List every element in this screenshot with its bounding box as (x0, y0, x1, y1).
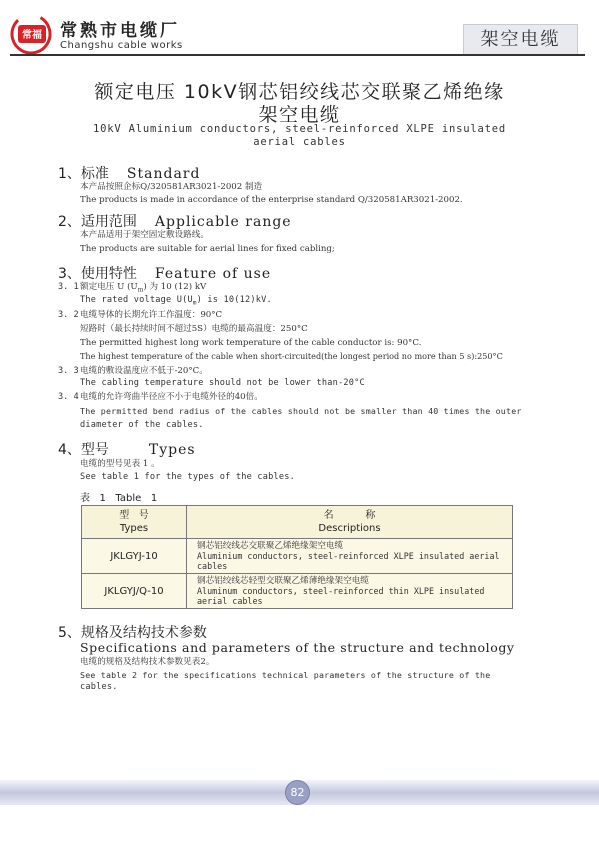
section-5-text-en-2: cables. (80, 682, 118, 692)
item-3-1-text-cn: 额定电压 U $(U_m)$ 为 10 (12) kV (80, 282, 207, 294)
item-3-4-line-1: 电缆的允许弯曲半径应不小于电缆外径的40倍。 (80, 392, 263, 402)
section-4-title-en: Types (148, 442, 196, 458)
section-1-number: 1、 (58, 166, 81, 182)
category-tab: 架空电缆 (463, 24, 578, 55)
item-3-2-line-4: The highest temperature of the cable when short-circuited(the longest period no more than 5 s):250°C (80, 351, 503, 361)
header-rule (10, 54, 585, 56)
section-1-title-cn: 标准 (80, 166, 109, 182)
section-1-text-cn: 本产品按照企标Q/320581AR3021-2002 制造 (80, 182, 263, 192)
section-3-number: 3、 (58, 266, 81, 282)
types-table (81, 505, 513, 609)
section-1-text-en: The products is made in accordance of the enterprise standard Q/320581AR3021-2002. (80, 195, 463, 205)
header-types-cn: 型 号 (119, 510, 149, 521)
section-3-title-cn: 使用特性 (80, 266, 137, 282)
section-1-heading (58, 163, 200, 183)
item-3-4-number: 3. 4 (58, 392, 79, 402)
svg-text:常福: 常福 (22, 30, 42, 41)
item-3-3-line-1: 电缆的敷设温度应不低于-20°C。 (80, 366, 208, 376)
header-descriptions (187, 506, 513, 539)
section-3-heading (58, 263, 271, 283)
table-caption: 表 1 Table 1 (80, 493, 158, 504)
section-5-title-en: Specifications and parameters of the structure and technology (80, 640, 515, 655)
header-types (82, 506, 187, 539)
section-4-text-cn: 电缆的型号见表 1 。 (80, 459, 160, 469)
description-cell: 钢芯铝绞线芯轻型交联聚乙烯薄绝缘架空电缆 Aluminum conductors, steel-reinforced thin XLPE insulated aerial cables (187, 574, 513, 609)
section-2-title-cn: 适用范围 (80, 214, 137, 230)
section-4-title-cn: 型号 (80, 442, 109, 458)
section-2-text-cn: 本产品适用于架空固定敷设路线。 (80, 230, 209, 240)
title-en-line1: 10kV Aluminium conductors, steel-reinforced XLPE insulated (92, 123, 507, 135)
section-2-number: 2、 (58, 214, 81, 230)
item-3-2-line-2: 短路时（最长持续时间不超过5S）电缆的最高温度：250°C (80, 324, 308, 334)
item-3-2-line-1: 电缆导体的长期允许工作温度：90°C (80, 310, 223, 320)
table-row (82, 539, 513, 574)
title-en-line2: aerial cables (253, 136, 346, 148)
item-3-1-number: 3. 1 (58, 282, 79, 292)
item-3-4-line-2: The permitted bend radius of the cables should not be smaller than 40 times the outer (80, 406, 522, 416)
page-number: 82 (285, 780, 310, 805)
section-5-number: 5、 (58, 625, 81, 641)
header-descriptions-en: Descriptions (318, 523, 381, 534)
section-5-title-cn: 规格及结构技术参数 (80, 625, 207, 641)
section-2-text-en: The products are suitable for aerial lines for fixed cabling; (80, 244, 335, 254)
type-cell: JKLGYJ/Q-10 (82, 574, 187, 609)
title-cn-line1: 额定电压 10kV钢芯铝绞线芯交联聚乙烯绝缘 (94, 81, 505, 103)
header-descriptions-cn: 名 称 (323, 510, 376, 521)
section-4-text-en: See table 1 for the types of the cables. (80, 472, 295, 482)
type-cell: JKLGYJ-10 (82, 539, 187, 574)
section-5-text-cn: 电缆的规格及结构技术参数见表2。 (80, 657, 215, 667)
section-4-number: 4、 (58, 442, 81, 458)
header-types-en: Types (119, 523, 149, 534)
section-2-title-en: Applicable range (154, 214, 292, 230)
description-cell: 钢芯铝绞线芯交联聚乙烯绝缘架空电缆 Aluminium conductors, steel-reinforced XLPE insulated aerial cables (187, 539, 513, 574)
company-logo (10, 13, 54, 55)
section-5-heading (58, 622, 207, 642)
item-3-3-number: 3. 3 (58, 366, 79, 376)
item-3-4-line-3: diameter of the cables. (80, 420, 204, 430)
item-3-2-number: 3. 2 (58, 310, 79, 320)
section-2-heading (58, 211, 292, 231)
section-4-heading (58, 439, 196, 459)
item-3-3-line-2: The cabling temperature should not be lower than-20°C (80, 378, 365, 388)
brand-name-en: Changshu cable works (60, 40, 183, 51)
title-cn-line2: 架空电缆 (258, 104, 341, 126)
brand-name-cn: 常熟市电缆厂 (60, 21, 180, 41)
table-row (82, 574, 513, 609)
table-header-row (82, 506, 513, 539)
item-3-1-text-en: The rated voltage $U(U_m)$ is 10(12)kV. (80, 295, 272, 307)
section-3-title-en: Feature of use (154, 266, 272, 282)
item-3-2-line-3: The permitted highest long work temperature of the cable conductor is: 90°C. (80, 338, 422, 348)
section-5-text-en-1: See table 2 for the specifications technical parameters of the structure of the (80, 670, 491, 680)
section-1-title-en: Standard (126, 166, 201, 182)
